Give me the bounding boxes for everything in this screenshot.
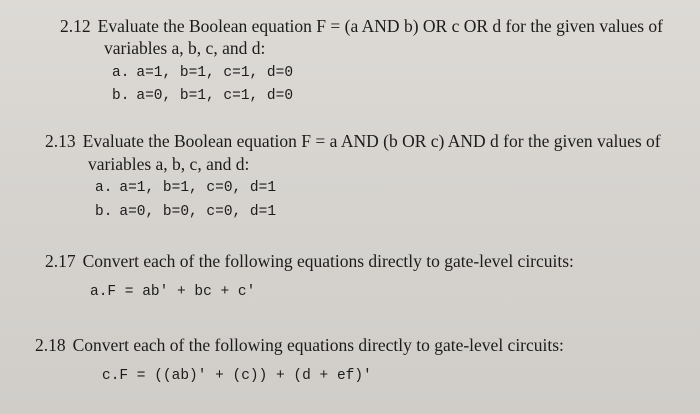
problem-2-12-statement-cont: variables a, b, c, and d: — [104, 38, 266, 58]
problem-statement: Convert each of the following equations directly to gate-level circuits: — [72, 335, 564, 355]
problem-statement: Evaluate the Boolean equation F = a AND (b OR c) AND d for the given values of — [82, 131, 661, 151]
item-values: a=1, b=1, c=1, d=0 — [136, 65, 294, 81]
problem-statement: Convert each of the following equations directly to gate-level circuits: — [82, 251, 574, 271]
problem-2-17-heading — [45, 253, 574, 271]
problem-2-12-item-b — [112, 89, 293, 104]
item-values: a=1, b=1, c=0, d=1 — [119, 180, 277, 196]
problem-number: 2.18 — [35, 335, 66, 355]
problem-2-18-equation: c.F = ((ab)′ + (c)) + (d + ef)′ — [102, 368, 372, 384]
problem-number: 2.12 — [60, 16, 91, 36]
problem-2-12-heading — [60, 18, 663, 36]
problem-2-12-item-a — [112, 66, 293, 81]
problem-2-13-heading — [45, 133, 661, 151]
problem-2-13-item-b — [95, 205, 276, 220]
item-values: a=0, b=1, c=1, d=0 — [136, 88, 294, 104]
item-label: a. — [112, 65, 130, 81]
item-label: a. — [95, 180, 113, 196]
problem-2-17-equation: a.F = ab′ + bc + c′ — [90, 284, 256, 300]
problem-number: 2.13 — [45, 131, 76, 151]
item-values: a=0, b=0, c=0, d=1 — [119, 204, 277, 220]
item-label: b. — [95, 204, 113, 220]
problem-2-13-statement-cont: variables a, b, c, and d: — [88, 154, 250, 174]
problem-statement: Evaluate the Boolean equation F = (a AND b) OR c OR d for the given values of — [97, 16, 663, 36]
item-label: b. — [112, 88, 130, 104]
problem-2-18-heading — [35, 337, 564, 355]
problem-2-13-item-a — [95, 181, 276, 196]
problem-number: 2.17 — [45, 251, 76, 271]
